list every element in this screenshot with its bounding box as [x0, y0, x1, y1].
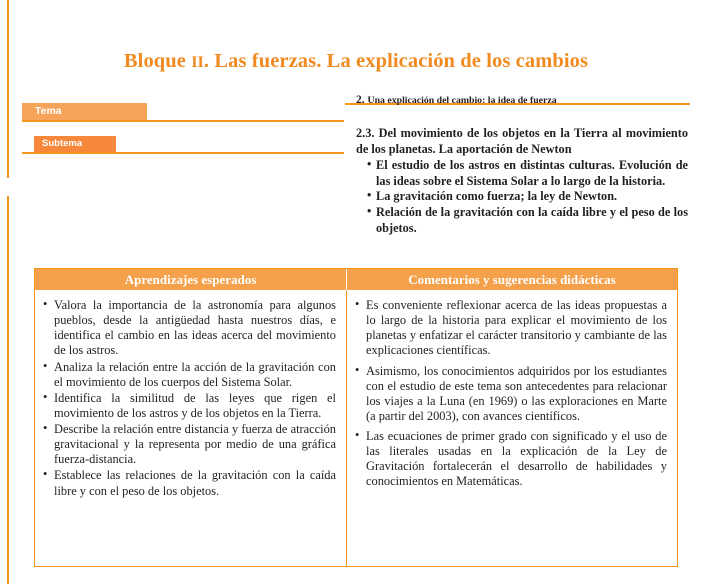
page-title-roman: II: [191, 54, 204, 71]
tema-label-bar: [22, 103, 147, 120]
tema-text: [356, 93, 686, 107]
tema-title: Una explicación del cambio: la idea de fuerza: [367, 95, 557, 106]
cell-comentarios: [346, 290, 677, 566]
list-item: • Asimismo, los conocimientos adquiridos por los estudiantes con el estudio de este tema son antecedentes para relacionar los viajes a la Luna (en 1969) o las exploraciones en Marte (a partir del 2003), con avances científicos.: [355, 364, 667, 425]
list-item: • Las ecuaciones de primer grado con significado y el uso de las literales usadas en la explicación de la Ley de Gravitación fortalecerán el desarrollo de habilidades y conocimientos en Matemáticas.: [355, 429, 667, 490]
aprendizajes-list: [43, 298, 336, 499]
left-margin-rule-top: [7, 0, 9, 178]
cell-aprendizajes: [35, 290, 346, 566]
table-header-row: [35, 269, 677, 290]
tema-underline: [22, 120, 344, 122]
list-item: • Analiza la relación entre la acción de la gravitación con el movimiento de los cuerpos del Sistema Solar.: [43, 360, 336, 390]
list-item: • Valora la importancia de la astronomía para algunos pueblos, desde la antigüedad hasta nuestros días, e identifica el cambio en las ideas acerca del movimiento de los astros.: [43, 298, 336, 359]
left-margin-rule-bottom: [7, 196, 9, 584]
list-item: • Es conveniente reflexionar acerca de las ideas propuestas a lo largo de la historia para explicar el movimiento de los planetas y enfatizar el carácter transitorio y cambiante de las explicaciones científicas.: [355, 298, 667, 359]
list-item: • Relación de la gravitación con la caída libre y el peso de los objetos.: [367, 205, 688, 236]
table-body-row: [35, 290, 677, 566]
page-title-rest: . Las fuerzas. La explicación de los cambios: [203, 50, 589, 72]
subtema-label-bar: [34, 136, 116, 152]
page-title: [0, 50, 712, 73]
list-item: • Describe la relación entre distancia y fuerza de atracción gravitacional y la representa por medio de una gráfica fuerza-distancia.: [43, 422, 336, 467]
subtema-underline: [22, 152, 344, 154]
subtema-label: Subtema: [42, 138, 83, 149]
tema-label: Tema: [35, 105, 62, 117]
learning-table: [34, 268, 678, 567]
list-item: • Identifica la similitud de las leyes que rigen el movimiento de los astros y de los objetos en la Tierra.: [43, 391, 336, 421]
list-item: • Establece las relaciones de la gravitación con la caída libre y con el peso de los objetos.: [43, 468, 336, 498]
subtema-block: [356, 126, 688, 236]
column-header-aprendizajes: Aprendizajes esperados: [124, 272, 257, 287]
subtema-heading: 2.3. Del movimiento de los objetos en la Tierra al movimiento de los planetas. La aportación de Newton: [356, 126, 688, 156]
comentarios-list: [355, 298, 667, 490]
page-title-prefix: Bloque: [123, 50, 192, 72]
column-header-comentarios: Comentarios y sugerencias didácticas: [346, 269, 677, 290]
subtema-item-list: [356, 158, 688, 236]
list-item: • El estudio de los astros en distintas culturas. Evolución de las ideas sobre el Sistema Solar a lo largo de la historia.: [367, 158, 688, 189]
list-item: • La gravitación como fuerza; la ley de Newton.: [367, 189, 688, 205]
tema-number: 2.: [356, 94, 368, 106]
